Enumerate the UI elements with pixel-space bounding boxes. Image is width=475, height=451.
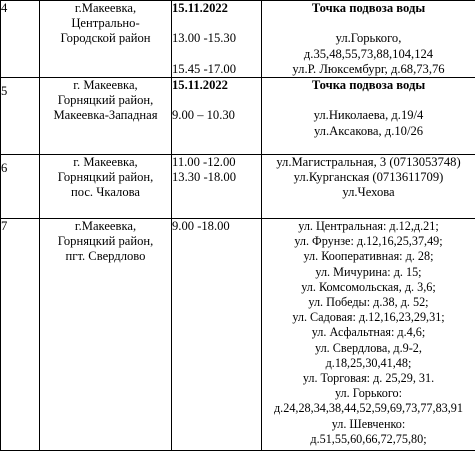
address-cell xyxy=(262,155,475,219)
district-line: г.Макеевка, xyxy=(40,219,171,234)
address-line: д.24,28,34,38,44,52,59,69,73,77,83,91 xyxy=(262,401,475,416)
table-row xyxy=(1,78,475,155)
address-line: ул. Комсомольская, д. 3,6; xyxy=(262,280,475,295)
address-line: ул.Горького, xyxy=(262,31,475,46)
row-number: 7 xyxy=(1,219,40,451)
address-line: д.18,25,30,41,48; xyxy=(262,356,475,371)
address-line: д.51,55,60,66,72,75,80; xyxy=(262,432,475,447)
district-cell xyxy=(40,219,172,451)
address-cell xyxy=(262,1,475,78)
address-line: ул. Кооперативная: д. 28; xyxy=(262,249,475,264)
district-line: Горняцкий район, xyxy=(40,170,171,185)
address-line: ул. Торговая: д. 25,29, 31. xyxy=(262,371,475,386)
district-cell xyxy=(40,155,172,219)
address-line: ул. Садовая: д.12,16,23,29,31; xyxy=(262,310,475,325)
time-range: 9.00 -18.00 xyxy=(172,219,261,234)
address-line: ул. Свердлова, д.9-2, xyxy=(262,341,475,356)
address-line: ул. Мичурина: д. 15; xyxy=(262,265,475,280)
address-line: ул. Шевченко: xyxy=(262,417,475,432)
time-range: 11.00 -12.00 xyxy=(172,155,261,170)
district-cell xyxy=(40,1,172,78)
address-line: д.35,48,55,73,88,104,124 xyxy=(262,47,475,62)
schedule-cell xyxy=(172,1,262,78)
time-range: 15.45 -17.00 xyxy=(172,62,261,77)
table-row xyxy=(1,219,475,451)
district-line: Горняцкий район, xyxy=(40,93,171,108)
schedule-cell xyxy=(172,78,262,155)
district-line: Макеевка-Западная xyxy=(40,108,171,123)
address-cell xyxy=(262,78,475,155)
address-line: ул.Магистральная, 3 (0713053748) xyxy=(262,155,475,170)
schedule-cell xyxy=(172,155,262,219)
district-line: г. Макеевка, xyxy=(40,78,171,93)
address-line: ул. Асфальтная: д.4,6; xyxy=(262,325,475,340)
district-line: Городской район xyxy=(40,31,171,46)
district-line: г.Макеевка, xyxy=(40,1,171,16)
address-cell xyxy=(262,219,475,451)
table-row xyxy=(1,155,475,219)
date-text: 15.11.2022 xyxy=(172,1,261,16)
time-range: 9.00 – 10.30 xyxy=(172,108,261,123)
address-line: ул. Победы: д.38, д. 52; xyxy=(262,295,475,310)
address-line: ул.Чехова xyxy=(262,185,475,200)
district-line: Горняцкий район, xyxy=(40,234,171,249)
address-line: ул. Центральная: д.12,д.21; xyxy=(262,219,475,234)
time-range: 13.30 -18.00 xyxy=(172,170,261,185)
date-text: 15.11.2022 xyxy=(172,78,261,93)
address-line: ул. Горького: xyxy=(262,386,475,401)
row-number: 4 xyxy=(1,1,40,78)
district-line: пос. Чкалова xyxy=(40,185,171,200)
district-line: г. Макеевка, xyxy=(40,155,171,170)
district-cell xyxy=(40,78,172,155)
row-number: 5 xyxy=(1,78,40,155)
address-line: ул.Курганская (0713611709) xyxy=(262,170,475,185)
table-row xyxy=(1,1,475,78)
district-line: пгт. Свердлово xyxy=(40,249,171,264)
district-line: Центрально- xyxy=(40,16,171,31)
address-line: ул.Николаева, д.19/4 xyxy=(262,108,475,123)
address-line: ул.Р. Люксембург, д.68,73,76 xyxy=(262,62,475,77)
delivery-point-heading: Точка подвоза воды xyxy=(262,1,475,16)
delivery-point-heading: Точка подвоза воды xyxy=(262,78,475,93)
address-line: ул.Аксакова, д.10/26 xyxy=(262,124,475,139)
row-number: 6 xyxy=(1,155,40,219)
address-line: ул. Фрунзе: д.12,16,25,37,49; xyxy=(262,234,475,249)
schedule-cell xyxy=(172,219,262,451)
time-range: 13.00 -15.30 xyxy=(172,31,261,46)
